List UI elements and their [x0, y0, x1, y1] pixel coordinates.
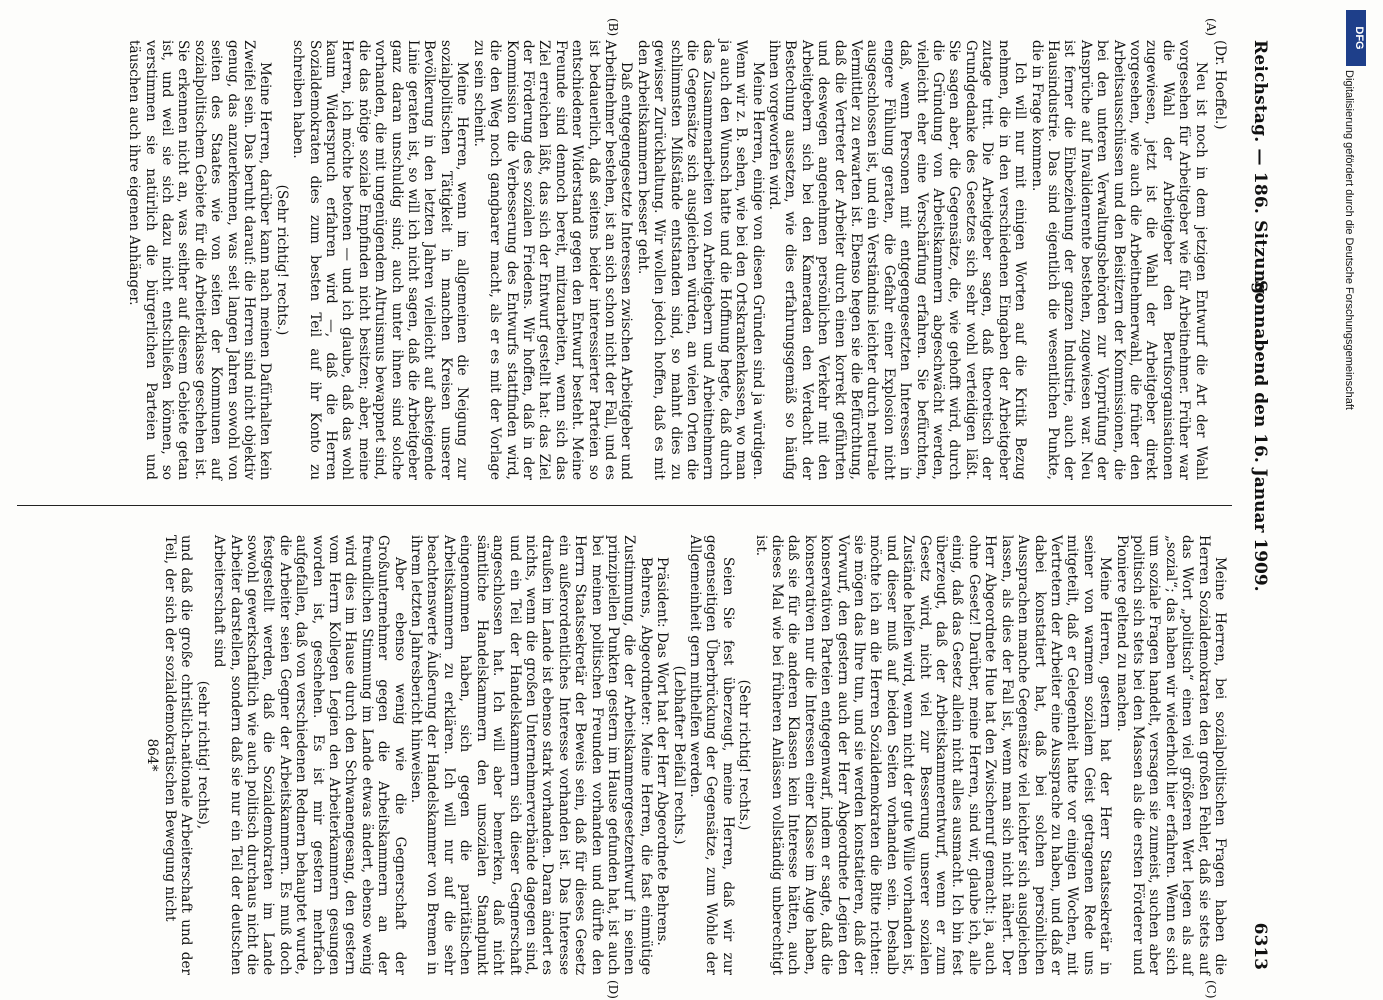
- page-header: [1240, 40, 1270, 970]
- margin-marker-b: (B): [606, 18, 620, 37]
- paragraph: Neu ist noch in dem jetzigen Entwurf die Art der Wahl vorgesehen für Arbeitgeber wie für Arbeitnehmer. Früher war die Wahl der Arbeitgeber den Berufsorganisationen zugewiesen, jetzt ist die Wahl der Arbeitgeber direkt vorgesehen, wie auch die Arbeitnehmerwahl, die früher den Arbeitsausschüssen und den Beisitzern der Kommissionen, die bei den unteren Verwaltungsbehörden zur Vorprüfung der Ansprüche auf Invalidenrente bestehen, zugewiesen war. Neu ist ferner die Einbeziehung der ganzen Industrie, auch der Hausindustrie. Das sind eigentlich die wesentlichen Punkte, die in Frage kommen.: [1028, 40, 1209, 480]
- interjection: (Sehr richtig! rechts.): [273, 184, 290, 336]
- dfg-credit-text: Digitalisierung gefördert durch die Deutsche Forschungsgemeinschaft: [1343, 70, 1355, 410]
- left-text-column: [126, 40, 1228, 480]
- column-divider: [17, 505, 1232, 506]
- president-statement: Präsident: Das Wort hat der Herr Abgeordnete Behrens.: [654, 557, 671, 946]
- paragraph: und daß die große christlich-nationale Arbeiterschaft und der Teil, der sich der sozialdemokratischen Bewegung nicht: [162, 535, 195, 975]
- paragraph: Meine Herren, einige von diesen Gründen sind ja würdigen. Wenn wir z. B. sehen, wie bei den Ortskrankenkassen, wo man ja auch den Wunsch hatte und die Hoffnung hegte, daß durch das Zusammenarbeiten von Arbeitgebern und Arbeitnehmern die Gegensätze sich ausgleichen würden, an vielen Orten die schlimmsten Mißstände entstanden sind, so mahnt dies zu gewisser Zurückhaltung. Wir wollen jedoch hoffen, daß es mit den Arbeitskammern besser geht.: [634, 40, 766, 480]
- interjection: (Sehr richtig! rechts.): [736, 679, 753, 831]
- paragraph: Daß entgegengesetzte Interessen zwischen Arbeitgeber und Arbeitnehmer bestehen, ist an sich schon nicht der Fall, und es ist bedauerlich, daß seitens beider interessierter Parteien so entschiedener Widerstand gegen den Entwurf besteht. Meine Freunde sind dennoch bereit, mitzuarbeiten, wenn sich das Ziel erreichen läßt, das sich der Entwurf gestellt hat: das Ziel der Förderung des sozialen Friedens. Wir hoffen, daß in der Kommission die Verbesserung des Entwurfs stattfinden wird, die den Weg noch gangbarer macht, als er es mit der Vorlage zu sein scheint.: [470, 40, 635, 480]
- paragraph: Seien Sie fest überzeugt, meine Herren, daß wir zur gegenseitigen Überbrückung der Gegensätze, zum Wohle der Allgemeinheit gern mithelfen werden.: [687, 535, 736, 975]
- margin-marker-a: (A): [1204, 18, 1218, 37]
- signature-mark: 864*: [143, 738, 160, 772]
- speaker-tag: (Dr. Hoeffel.): [1212, 40, 1228, 130]
- paragraph: Meine Herren, gestern hat der Herr Staatssekretär in seiner von warmem sozialem Geist getragenen Rede uns mitgeteilt, daß er Gelegenheit hatte vor einigen Wochen, mit Vertretern der Arbeiter eine Aussprache zu haben, und daß er dabei konstatiert hat, daß bei solchen persönlichen Aussprachen manche Gegensätze viel leichter sich ausgleichen lassen, als dies der Fall ist, wenn man sich nicht nähert. Der Herr Abgeordnete Hue hat den Zwischenruf gemacht: ja, auch ohne Gesetz! Darüber, meine Herren, sind wir, glaube ich, alle einig, daß das Gesetz allein nicht alles ausmacht. Ich bin fest überzeugt, daß der Arbeitskammerentwurf, wenn er zum Gesetz wird, nicht viel zur Besserung unserer sozialen Zustände helfen wird, wenn nicht der gute Wille vorhanden ist, und dieser muß auf beiden Seiten vorhanden sein. Deshalb möchte ich an die Herren Sozialdemokraten die Bitte richten: sie mögen das Ihre tun, und sie werden konstatieren, daß der Vorwurf, den gestern auch der Herr Abgeordnete Legien den konservativen Parteien entgegenwarf, indem er sagte, daß die konservativen nur die Interessen einer Klasse im Auge haben, daß sie für die anderen Klassen kein Interesse hätten, auch dieses Mal wie bei früheren Anlässen vollständig unberechtigt ist.: [752, 535, 1114, 975]
- margin-marker-c: (C): [1204, 980, 1218, 999]
- interjection: (sehr richtig! rechts),: [194, 680, 211, 830]
- dfg-logo-text: DFG: [1353, 26, 1365, 50]
- header-date: Sonnabend den 16. Januar 1909.: [1250, 280, 1270, 592]
- paragraph: Aber ebenso wenig wie die Gegnerschaft der Großunternehmer gegen die Arbeitskammern an der freundlichen Stimmung im Lande etwas ändert, ebenso wenig wird dies im Hause durch den Schwanengesang, den gestern vom Herrn Kollegen Legien den Arbeiterkammern gesungen worden ist, geschehen. Es ist mir gestern mehrfach aufgefallen, daß von verschiedenen Rednern behauptet wurde, die Arbeiter seien Gegner der Arbeitskammern. Es muß doch festgestellt werden, daß die Sozialdemokraten im Lande sowohl gewerkschaftlich wie auch politisch durchaus nicht die Arbeiter darstellen, sondern daß sie nur ein Teil der deutschen Arbeiterschaft sind: [211, 535, 408, 975]
- paragraph: Meine Herren, wenn im allgemeinen die Neigung zur sozialpolitischen Tätigkeit in manchen Kreisen unserer Bevölkerung in den letzten Jahren vielleicht auf absteigende Linie geraten ist, so will ich nicht sagen, daß die Arbeitgeber ganz daran unschuldig sind; auch unter ihnen sind solche vorhanden, die mit ungenügendem Altruismus bewappnet sind, die das nötige soziale Empfinden nicht besitzen; aber, meine Herren, ich möchte betonen — und ich glaube, daß das wohl kaum Widerspruch erfahren wird —, daß die Herren Sozialdemokraten dies zum besten Teil auf ihr Konto zu schreiben haben.: [290, 40, 471, 480]
- paragraph: Behrens, Abgeordneter: Meine Herren, die fast einmütige Zustimmung, die der Arbeitskammergesetzentwurf in seinen prinzipiellen Punkten gestern im Hause gefunden hat, ist auch bei meinen politischen Freunden vorhanden und dürfte den Herrn Staatssekretär der Beweis sein, daß für dieses Gesetz ein außerordentliches Interesse vorhanden ist. Das Interesse draußen im Lande ist ebenso stark vorhanden. Daran ändert es nichts, wenn die großen Unternehmerverbände dagegen sind, und ein Teil der Handelskammern sich dieser Gegnerschaft angeschlossen hat. Ich will aber bemerken, daß nicht sämtliche Handelskammern den unsozialen Standpunkt eingenommen haben, sich gegen die paritätischen Arbeitskammern zu erklären. Ich will nur auf die sehr beachtenswerte Äußerung der Handelskammer von Bremen in ihrem letzten Jahresbericht hinweisen.: [408, 535, 654, 975]
- header-session: Reichstag. — 186. Sitzung.: [1250, 40, 1270, 301]
- page-number: 6313: [1250, 922, 1270, 970]
- paragraph: Ich will nur mit einigen Worten auf die Kritik Bezug nehmen, die in den verschiedenen Eingaben der Arbeitgeber zutage tritt. Die Arbeitgeber sagen, daß theoretisch der Grundgedanke des Gesetzes sich sehr wohl verteidigen läßt. Sie sagen aber, die Gegensätze, die, wie gehofft wird, durch die Gründung von Arbeitskammern abgeschwächt werden, vielleicht eher eine Verschärfung erfahren. Sie befürchten, daß, wenn Personen mit entgegengesetzten Interessen in engere Fühlung geraten, die Gefahr einer Explosion nicht ausgeschlossen ist, und ein Verständnis leichter durch neutrale Vermittler zu erwarten ist. Ebenso hegen sie die Befürchtung, daß die Vertreter der Arbeiter durch einen korrekt geführten und deswegen angenehmen persönlichen Verkehr mit den Arbeitgebern sich bei den Kameraden den Verdacht der Bestechung aussetzen, wie dies erfahrungsgemäß so häufig ihnen vorgeworfen wird.: [766, 40, 1029, 480]
- dfg-logo-icon: [1346, 10, 1366, 66]
- right-text-column: [143, 535, 1228, 975]
- interjection: (Lebhafter Beifall rechts.): [670, 665, 687, 845]
- paragraph: Meine Herren, bei sozialpolitischen Fragen haben die Herren Sozialdemokraten den großen Fehler, daß sie stets auf das Wort „politisch“ einen viel größeren Wert legen als auf „sozial“; das haben wir wiederholt hier erfahren. Wenn es sich um soziale Fragen handelt, versagen sie zumeist, suchen aber politisch sich stets bei den Massen als die ersten Förderer und Pioniere geltend zu machen.: [1113, 535, 1228, 975]
- paragraph: Meine Herren, darüber kann nach meinen Dafürhalten kein Zweifel sein. Das beruht darauf: die Herren sind nicht objektiv genug, das anzuerkennen, was seit langen Jahren sowohl von seiten des Staates wie von seiten der Kommunen auf sozialpolitischem Gebiete für die Arbeiterklasse geschehen ist. Sie erkennen nicht an, was seither auf diesem Gebiete getan ist, und weil sie sich dazu nicht entschließen können, so verstimmen sie natürlich die bürgerlichen Parteien und täuschen auch ihre eigenen Anhänger.: [126, 40, 274, 480]
- dfg-logo: [1346, 10, 1366, 66]
- dfg-credit-line: [1337, 70, 1361, 1000]
- margin-marker-d: (D): [606, 980, 620, 999]
